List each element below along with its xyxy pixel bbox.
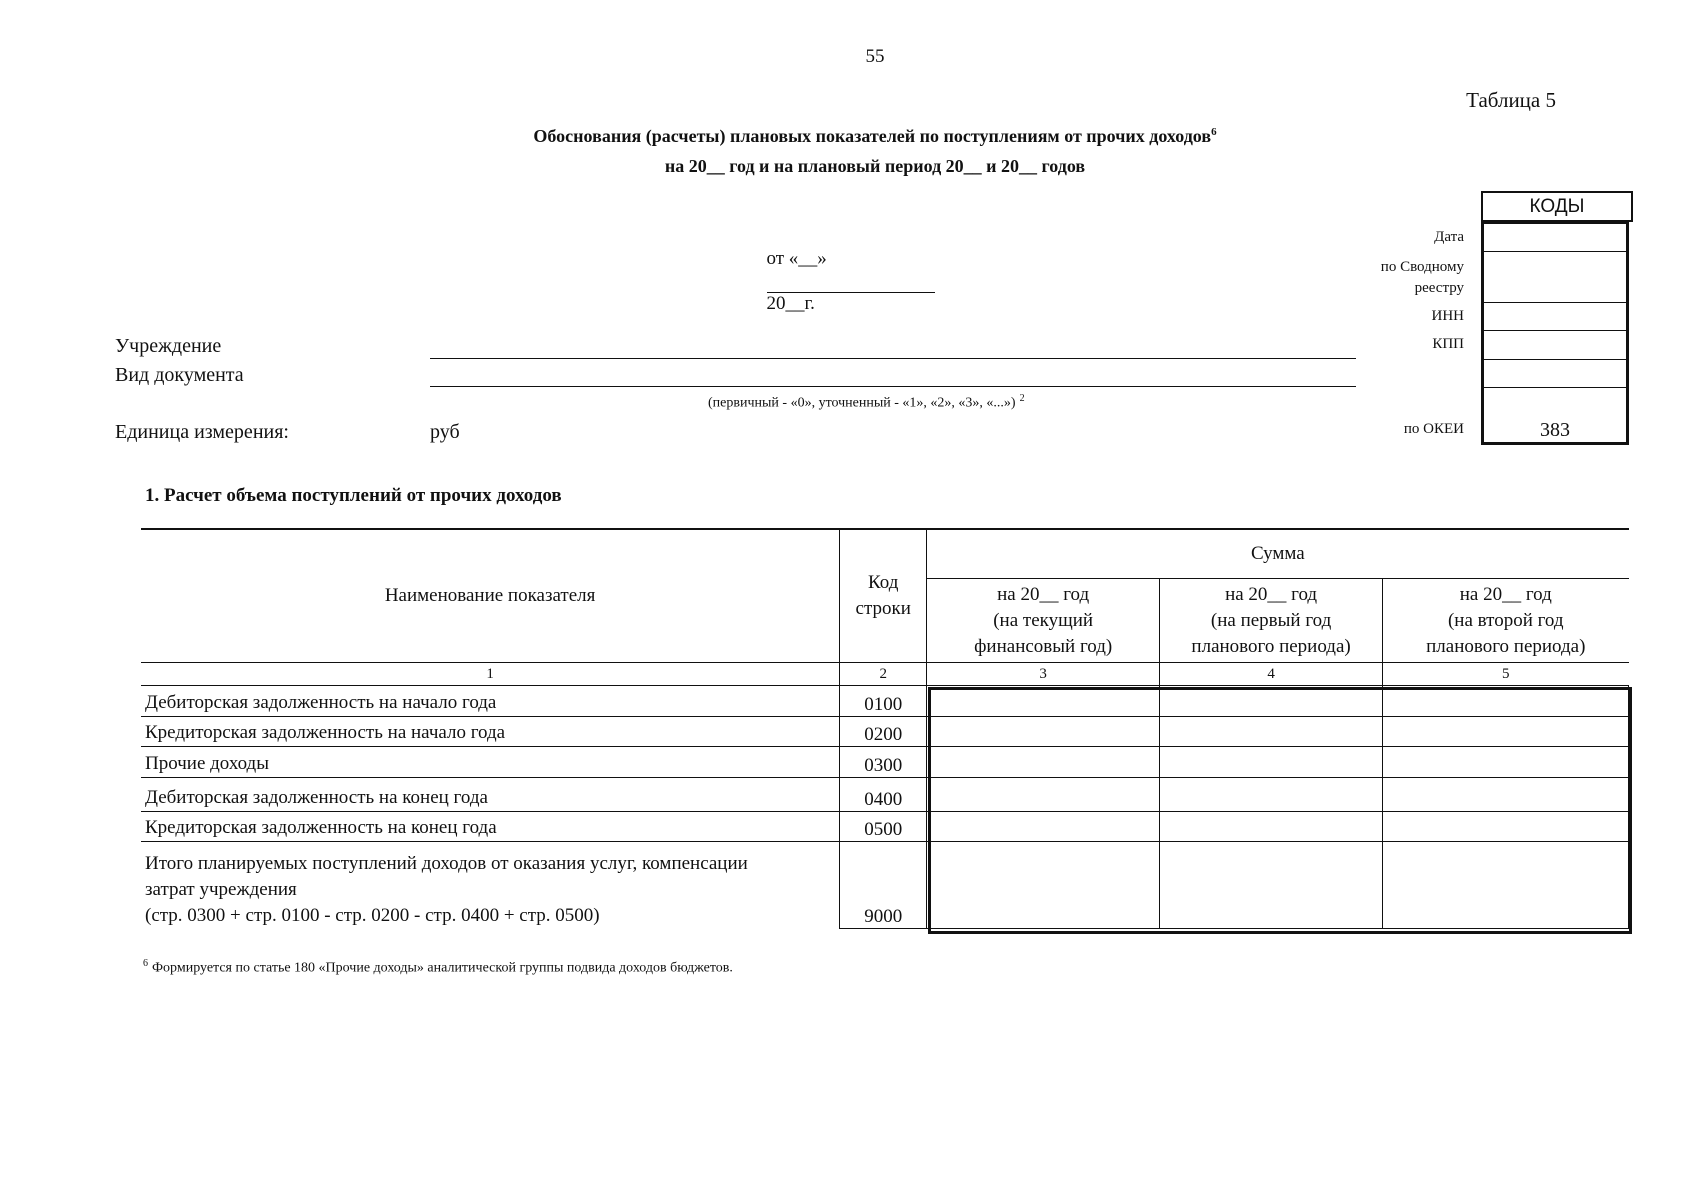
header-col3-line3: финансовый год) bbox=[974, 635, 1113, 657]
form-title-line2: на 20__ год и на плановый период 20__ и 20__ годов bbox=[664, 156, 1086, 176]
institution-field[interactable] bbox=[430, 358, 1356, 359]
footnote-text: Формируется по статье 180 «Прочие доходы» аналитической группы подвида доходов бюджетов. bbox=[152, 960, 733, 976]
header-code-line1: Код bbox=[868, 571, 899, 593]
label-date: Дата bbox=[1434, 229, 1464, 245]
unit-value: руб bbox=[430, 421, 460, 443]
code-cell-date[interactable] bbox=[1484, 224, 1626, 252]
row-value-plan2[interactable] bbox=[1383, 717, 1629, 747]
row-value-plan1[interactable] bbox=[1160, 717, 1383, 747]
colnum-5: 5 bbox=[1383, 663, 1629, 686]
code-cell-inn[interactable] bbox=[1484, 302, 1626, 331]
table-row bbox=[141, 686, 1629, 717]
total-row-name-line2: затрат учреждения bbox=[145, 878, 297, 900]
total-row-name-line3: (стр. 0300 + стр. 0100 - стр. 0200 - стр. 0400 + стр. 0500) bbox=[145, 904, 600, 926]
codes-header: КОДЫ bbox=[1481, 191, 1633, 222]
header-col5-line3: планового периода) bbox=[1426, 635, 1586, 657]
row-name: Кредиторская задолженность на конец года bbox=[141, 812, 840, 842]
row-value-plan1[interactable] bbox=[1160, 812, 1383, 842]
footnote-mark: 6 bbox=[143, 958, 148, 969]
header-name: Наименование показателя bbox=[141, 529, 840, 663]
doc-type-field[interactable] bbox=[430, 386, 1356, 387]
header-sum: Сумма bbox=[927, 529, 1629, 579]
header-col4-line3: планового периода) bbox=[1191, 635, 1351, 657]
doc-type-hint bbox=[708, 393, 1025, 412]
row-code: 0300 bbox=[840, 747, 927, 778]
row-value-plan2[interactable] bbox=[1383, 778, 1629, 812]
header-col4-line2: (на первый год bbox=[1210, 609, 1332, 631]
table-row bbox=[141, 747, 1629, 778]
table-row bbox=[141, 717, 1629, 747]
total-row-name-line1: Итого планируемых поступлений доходов от оказания услуг, компенсации bbox=[145, 852, 748, 874]
total-row-code: 9000 bbox=[840, 842, 927, 929]
doc-type-hint-text: (первичный - «0», уточненный - «1», «2», «3», «...») bbox=[708, 395, 1016, 411]
label-registry-2: реестру bbox=[1414, 280, 1464, 296]
row-value-current[interactable] bbox=[927, 778, 1160, 812]
header-col4 bbox=[1160, 579, 1383, 663]
row-code: 0100 bbox=[840, 686, 927, 717]
title-footnote-mark: 6 bbox=[1211, 126, 1217, 138]
colnum-2: 2 bbox=[840, 663, 927, 686]
table-row bbox=[141, 812, 1629, 842]
row-value-current[interactable] bbox=[927, 747, 1160, 778]
section-title: 1. Расчет объема поступлений от прочих доходов bbox=[145, 485, 562, 506]
form-title bbox=[0, 126, 1690, 147]
header-col5-line1: на 20__ год bbox=[1459, 583, 1552, 605]
footnote bbox=[143, 958, 733, 977]
row-value-plan1[interactable] bbox=[1160, 686, 1383, 717]
code-cell-registry[interactable] bbox=[1484, 251, 1626, 303]
page-number: 55 bbox=[865, 46, 885, 67]
row-name: Кредиторская задолженность на начало года bbox=[141, 717, 840, 747]
colnum-3: 3 bbox=[927, 663, 1160, 686]
row-value-plan2[interactable] bbox=[1383, 686, 1629, 717]
code-cell-kpp[interactable] bbox=[1484, 330, 1626, 360]
table-row bbox=[141, 778, 1629, 812]
date-line bbox=[757, 226, 935, 315]
doc-type-label: Вид документа bbox=[115, 364, 244, 386]
header-col5-line2: (на второй год bbox=[1447, 609, 1564, 631]
label-registry-1: по Сводному bbox=[1380, 259, 1464, 275]
form-subtitle bbox=[0, 156, 1690, 177]
institution-label: Учреждение bbox=[115, 335, 222, 357]
label-inn: ИНН bbox=[1431, 308, 1464, 324]
row-name: Прочие доходы bbox=[141, 747, 840, 778]
total-row-name bbox=[141, 842, 840, 929]
total-value-current[interactable] bbox=[927, 842, 1160, 929]
date-suffix: 20__г. bbox=[766, 293, 815, 314]
total-value-plan2[interactable] bbox=[1383, 842, 1629, 929]
colnum-4: 4 bbox=[1160, 663, 1383, 686]
doc-type-hint-mark: 2 bbox=[1019, 393, 1025, 404]
header-col5 bbox=[1383, 579, 1629, 663]
row-value-plan2[interactable] bbox=[1383, 747, 1629, 778]
form-title-line1: Обоснования (расчеты) плановых показателей по поступлениям от прочих доходов bbox=[533, 126, 1212, 146]
table-top-rule bbox=[141, 528, 1629, 530]
header-col3 bbox=[927, 579, 1160, 663]
header-col3-line1: на 20__ год bbox=[997, 583, 1090, 605]
row-value-plan1[interactable] bbox=[1160, 778, 1383, 812]
table-label: Таблица 5 bbox=[1466, 88, 1556, 112]
row-name: Дебиторская задолженность на начало года bbox=[141, 686, 840, 717]
header-col3-line2: (на текущий bbox=[993, 609, 1094, 631]
code-cell-doc-type[interactable] bbox=[1484, 359, 1626, 388]
okei-value: 383 bbox=[1540, 419, 1570, 441]
header-code bbox=[840, 529, 927, 663]
row-name: Дебиторская задолженность на конец года bbox=[141, 778, 840, 812]
row-code: 0400 bbox=[840, 778, 927, 812]
header-code-line2: строки bbox=[855, 597, 911, 619]
label-okei: по ОКЕИ bbox=[1403, 421, 1464, 437]
colnum-1: 1 bbox=[141, 663, 840, 686]
table-total-row bbox=[141, 842, 1629, 929]
row-value-plan1[interactable] bbox=[1160, 747, 1383, 778]
row-value-plan2[interactable] bbox=[1383, 812, 1629, 842]
row-code: 0500 bbox=[840, 812, 927, 842]
label-kpp: КПП bbox=[1432, 336, 1464, 352]
row-code: 0200 bbox=[840, 717, 927, 747]
total-value-plan1[interactable] bbox=[1160, 842, 1383, 929]
row-value-current[interactable] bbox=[927, 717, 1160, 747]
row-value-current[interactable] bbox=[927, 812, 1160, 842]
revenue-table bbox=[141, 528, 1629, 929]
date-month-blank[interactable] bbox=[767, 270, 935, 293]
date-prefix: от «__» bbox=[766, 248, 827, 269]
header-col4-line1: на 20__ год bbox=[1225, 583, 1318, 605]
unit-label: Единица измерения: bbox=[115, 421, 289, 443]
row-value-current[interactable] bbox=[927, 686, 1160, 717]
codes-box bbox=[1481, 221, 1629, 445]
